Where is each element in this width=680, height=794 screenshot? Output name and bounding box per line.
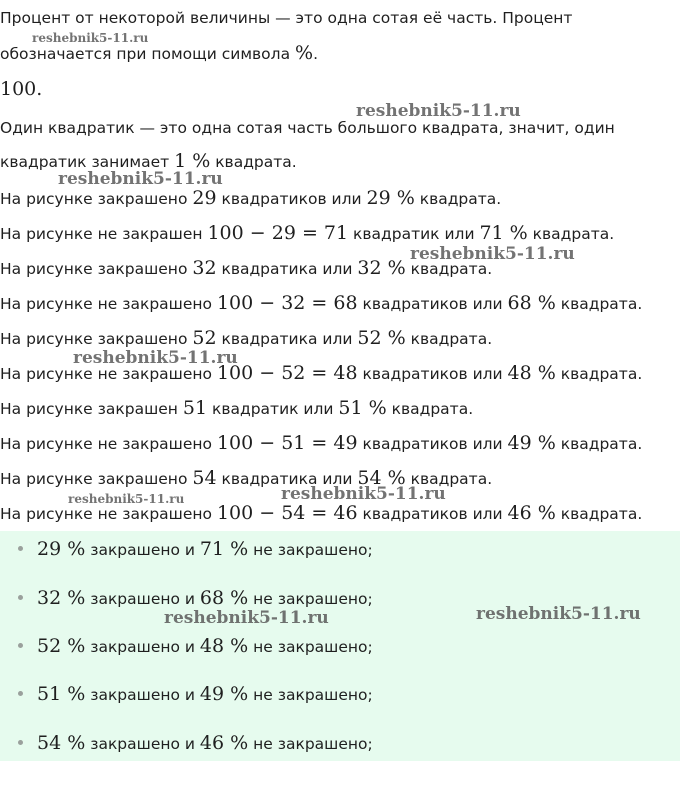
watermark: reshebnik5-11.ru [281,484,446,504]
bullet-icon [18,643,23,648]
watermark: reshebnik5-11.ru [164,608,329,628]
answer-item: 51 % закрашено и 49 % не закрашено; [18,682,373,707]
step-line: На рисунке закрашено 29 квадратиков или 29 % квадрата. [0,187,502,209]
step-line: На рисунке не закрашено 100 − 54 = 46 квадратиков или 46 % квадрата. [0,502,643,524]
watermark: reshebnik5-11.ru [73,348,238,368]
step-line: На рисунке закрашено 32 квадратика или 32 % квадрата. [0,257,493,279]
watermark: reshebnik5-11.ru [476,604,641,624]
step-line: На рисунке не закрашено 100 − 52 = 48 квадратиков или 48 % квадрата. [0,362,643,384]
intro-line-3: 100. [0,78,43,100]
answer-item: 54 % закрашено и 46 % не закрашено; [18,731,373,756]
watermark: reshebnik5-11.ru [410,244,575,264]
step-line: На рисунке закрашено 52 квадратика или 52 % квадрата. [0,327,493,349]
intro-line-5: квадратик занимает 1 % квадрата. [0,150,297,172]
step-line: На рисунке не закрашено 100 − 32 = 68 квадратиков или 68 % квадрата. [0,292,643,314]
answer-item: 52 % закрашено и 48 % не закрашено; [18,634,373,659]
intro-line-2: обозначается при помощи символа %. [0,42,318,64]
bullet-icon [18,595,23,600]
watermark: reshebnik5-11.ru [58,169,223,189]
step-line: На рисунке закрашено 54 квадратика или 54 % квадрата. [0,467,493,489]
watermark: reshebnik5-11.ru [68,492,185,506]
percent-symbol: % [295,42,314,64]
bullet-icon [18,691,23,696]
bullet-icon [18,546,23,551]
step-line: На рисунке закрашен 51 квадратик или 51 % квадрата. [0,397,474,419]
bullet-icon [18,740,23,745]
step-line: На рисунке не закрашен 100 − 29 = 71 квадратик или 71 % квадрата. [0,222,615,244]
answer-item: 32 % закрашено и 68 % не закрашено; [18,586,373,611]
answer-item: 29 % закрашено и 71 % не закрашено; [18,537,373,562]
watermark: reshebnik5-11.ru [32,31,149,45]
intro-line-1: Процент от некоторой величины — это одна сотая её часть. Процент [0,9,573,27]
watermark: reshebnik5-11.ru [356,101,521,121]
intro-line-4: Один квадратик — это одна сотая часть большого квадрата, значит, один [0,119,615,137]
step-line: На рисунке не закрашено 100 − 51 = 49 квадратиков или 49 % квадрата. [0,432,643,454]
